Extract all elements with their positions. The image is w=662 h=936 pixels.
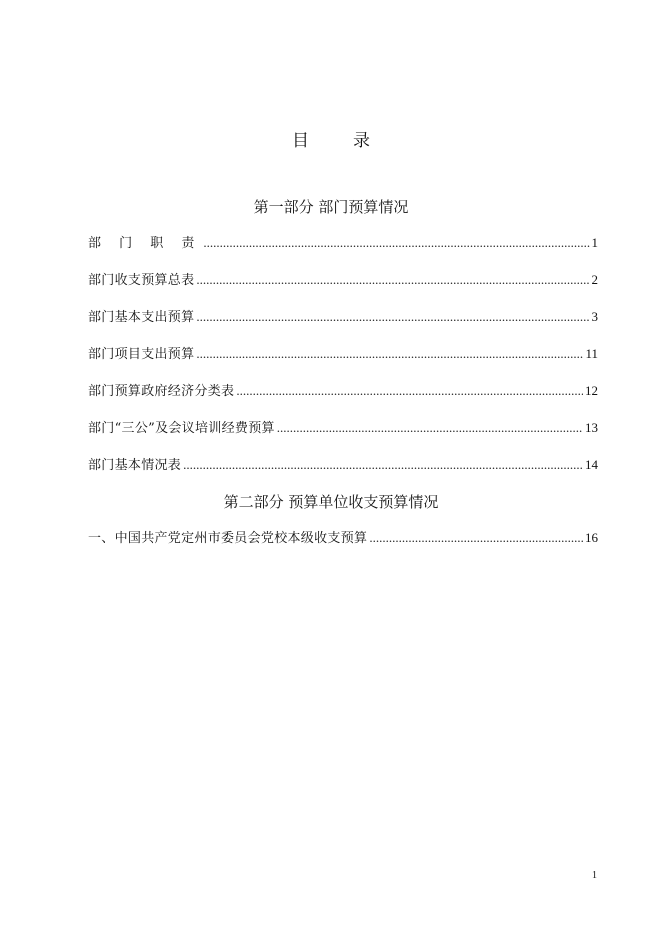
toc-title-char-2: 录	[353, 131, 370, 151]
toc-leader-dots	[196, 309, 589, 325]
toc-entry-three-public-expenses[interactable]	[88, 417, 598, 437]
toc-entry-party-school-budget[interactable]	[88, 527, 598, 547]
toc-leader-dots	[369, 530, 583, 546]
toc-entry-page: 3	[591, 309, 598, 324]
part2-entries	[88, 527, 598, 564]
toc-entry-dept-duties[interactable]	[88, 232, 598, 252]
toc-entry-label: 部门基本情况表	[88, 458, 182, 473]
toc-leader-dots	[203, 235, 589, 251]
toc-entry-label: 部门收支预算总表	[88, 273, 195, 288]
toc-leader-dots	[196, 272, 589, 288]
toc-entry-page: 11	[585, 346, 598, 361]
toc-entry-page: 2	[591, 272, 598, 287]
toc-leader-dots	[277, 420, 583, 436]
toc-entry-page: 1	[591, 235, 598, 250]
toc-entry-project-expenditure[interactable]	[88, 343, 598, 363]
part2-heading: 第二部分 预算单位收支预算情况	[223, 493, 439, 511]
part1-heading: 第一部分 部门预算情况	[253, 198, 409, 216]
toc-leader-dots	[196, 346, 583, 362]
footer-page-number: 1	[592, 870, 597, 881]
toc-entry-label: 部门预算政府经济分类表	[88, 384, 235, 399]
toc-entry-label: 部门项目支出预算	[88, 347, 195, 362]
toc-entry-page: 16	[585, 530, 598, 545]
toc-entry-page: 14	[585, 457, 598, 472]
toc-entry-basic-expenditure[interactable]	[88, 306, 598, 326]
toc-leader-dots	[183, 457, 583, 473]
toc-entry-page: 13	[585, 420, 598, 435]
toc-leader-dots	[236, 383, 583, 399]
toc-entry-label: 部门“三公”及会议培训经费预算	[88, 421, 275, 436]
toc-entry-economic-classification[interactable]	[88, 380, 598, 400]
toc-entry-label: 一、中国共产党定州市委员会党校本级收支预算	[88, 531, 368, 546]
toc-entry-page: 12	[585, 383, 598, 398]
toc-entry-label: 部门基本支出预算	[88, 310, 195, 325]
part1-entries	[88, 232, 598, 491]
toc-title	[0, 126, 662, 151]
toc-title-char-1: 目	[292, 131, 309, 151]
toc-entry-budget-summary[interactable]	[88, 269, 598, 289]
toc-entry-label: 部 门 职 责	[88, 236, 202, 251]
toc-entry-basic-info[interactable]	[88, 454, 598, 474]
